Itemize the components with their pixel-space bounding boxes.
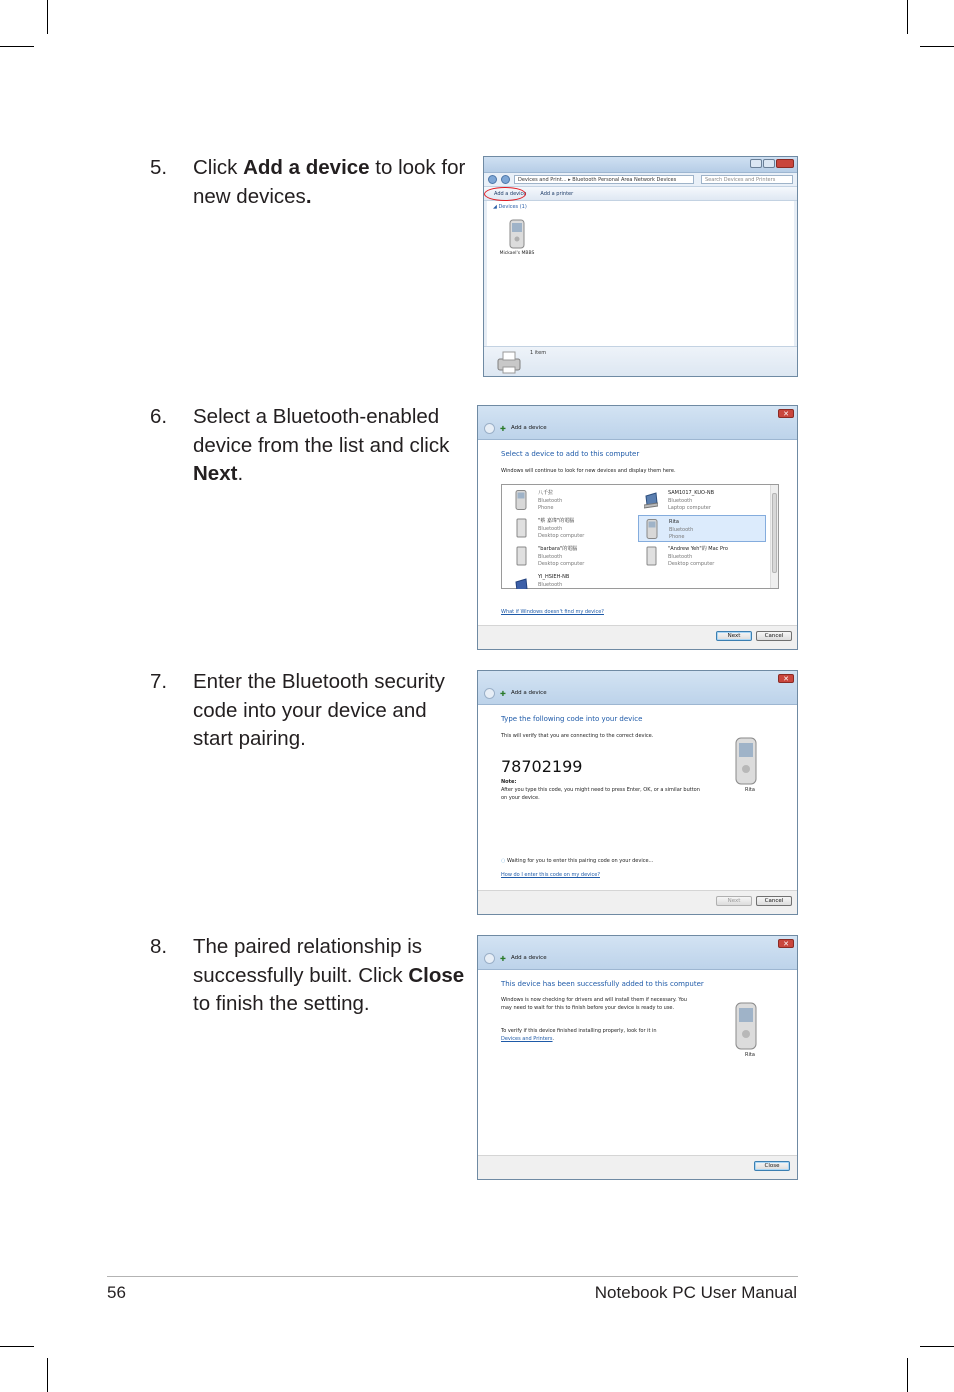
crop-mark: [907, 1358, 908, 1392]
device-pane: [484, 201, 797, 346]
page-number: 56: [107, 1283, 126, 1302]
device-label: Rita: [745, 1052, 755, 1058]
dialog-content: [481, 705, 794, 890]
add-printer-button[interactable]: Add a printer: [540, 190, 574, 197]
waiting-status: ◌ Waiting for you to enter this pairing code on your device...: [501, 858, 654, 864]
next-button[interactable]: Next: [716, 631, 752, 641]
help-link[interactable]: How do I enter this code on my device?: [501, 872, 600, 878]
back-icon[interactable]: [484, 953, 495, 964]
pairing-code-dialog: [477, 670, 798, 915]
scrollbar[interactable]: [770, 485, 778, 588]
spinner-icon: ◌: [501, 858, 506, 864]
dialog-subtitle: Windows will continue to look for new devices and display them here.: [501, 468, 676, 474]
back-icon[interactable]: [484, 423, 495, 434]
add-device-button[interactable]: Add a device: [494, 190, 527, 197]
list-item-selected[interactable]: Rita Bluetooth Phone: [638, 515, 766, 542]
dialog-heading: This device has been successfully added to this computer: [501, 980, 704, 988]
crop-mark: [920, 46, 954, 47]
close-icon[interactable]: ✕: [778, 674, 794, 683]
step-number: 7.: [150, 670, 168, 693]
phone-icon: [734, 1002, 758, 1050]
desktop-icon: [514, 518, 528, 538]
cancel-button[interactable]: Cancel: [756, 896, 792, 906]
step-number: 8.: [150, 935, 168, 958]
devices-printers-link[interactable]: Devices and Printers: [501, 1035, 553, 1042]
footer-divider: [107, 1276, 798, 1277]
device-list[interactable]: [501, 484, 779, 589]
manual-title: Notebook PC User Manual: [594, 1283, 797, 1302]
cancel-button[interactable]: Cancel: [756, 631, 792, 641]
verify-text: To verify if this device finished installing properly, look for it in Devices and Printers.: [501, 1028, 657, 1042]
dialog-header: [478, 936, 797, 970]
dialog-footer: [478, 1155, 797, 1179]
note-text: After you type this code, you might need to press Enter, OK, or a similar button on your device.: [501, 787, 700, 801]
help-link[interactable]: What if Windows doesn't find my device?: [501, 609, 604, 615]
info-text: Windows is now checking for drivers and will install them if necessary. You may need to wait for this to finish before your device is ready to use.: [501, 997, 687, 1011]
scrollbar-thumb[interactable]: [772, 493, 777, 573]
search-input[interactable]: Search Devices and Printers: [701, 175, 793, 184]
success-dialog: [477, 935, 798, 1180]
device-label: Rita: [745, 787, 755, 793]
dialog-subtitle: This will verify that you are connecting to the correct device.: [501, 733, 654, 739]
list-item[interactable]: YI_HSIEH-NB Bluetooth: [508, 571, 636, 589]
laptop-icon: [644, 490, 658, 510]
crop-mark: [0, 1346, 34, 1347]
dialog-heading: Select a device to add to this computer: [501, 450, 640, 458]
close-icon[interactable]: ✕: [778, 409, 794, 418]
title-bar: [484, 157, 797, 173]
forward-icon[interactable]: [501, 175, 510, 184]
pairing-code: 78702199: [501, 757, 583, 776]
desktop-icon: [644, 546, 658, 566]
device-item[interactable]: [497, 219, 537, 256]
dialog-footer: [478, 625, 797, 649]
back-icon[interactable]: [484, 688, 495, 699]
laptop-icon: [514, 574, 528, 589]
device-label: Mickael's MBBS: [499, 251, 535, 256]
select-device-dialog: [477, 405, 798, 650]
crop-mark: [47, 1358, 48, 1392]
list-item[interactable]: "蔡 嘉瑋"的電腦 Bluetooth Desktop computer: [508, 515, 636, 542]
dialog-content: [481, 440, 794, 625]
explorer-screenshot: [483, 156, 798, 377]
crop-mark: [0, 46, 34, 47]
list-item[interactable]: 八千拉 Bluetooth Phone: [508, 487, 636, 514]
list-item[interactable]: "Andrew Yeh"的 Mac Pro Bluetooth Desktop computer: [638, 543, 766, 570]
status-bar: [484, 346, 797, 376]
dialog-header: [478, 671, 797, 705]
close-button[interactable]: Close: [754, 1161, 790, 1171]
step-text: The paired relationship is successfully built. Click Close to finish the setting.: [193, 935, 465, 1015]
printer-icon: [494, 349, 524, 375]
add-device-icon: ✚: [500, 955, 506, 963]
command-bar: [484, 187, 797, 201]
add-device-icon: ✚: [500, 425, 506, 433]
device-group-header[interactable]: ◢ Devices (1): [493, 204, 527, 210]
dialog-footer: [478, 890, 797, 914]
dialog-heading: Type the following code into your device: [501, 715, 643, 723]
desktop-icon: [514, 546, 528, 566]
highlight-circle: [484, 187, 526, 201]
address-input[interactable]: Devices and Print... ▸ Bluetooth Personal Area Network Devices: [514, 175, 694, 184]
back-icon[interactable]: [488, 175, 497, 184]
close-icon[interactable]: ✕: [778, 939, 794, 948]
crop-mark: [47, 0, 48, 34]
phone-icon: [734, 737, 758, 785]
step-text: Enter the Bluetooth security code into your device and start pairing.: [193, 670, 445, 750]
step-number: 6.: [150, 405, 168, 428]
close-icon[interactable]: [776, 159, 794, 168]
phone-icon: [507, 219, 527, 249]
list-item[interactable]: "barbara"的電腦 Bluetooth Desktop computer: [508, 543, 636, 570]
dialog-title: Add a device: [511, 690, 547, 696]
dialog-title: Add a device: [511, 955, 547, 961]
dialog-content: [481, 970, 794, 1155]
note-label: Note:: [501, 779, 517, 785]
address-bar: [484, 173, 797, 187]
minimize-icon[interactable]: [750, 159, 762, 168]
add-device-icon: ✚: [500, 690, 506, 698]
maximize-icon[interactable]: [763, 159, 775, 168]
phone-icon: [514, 490, 528, 510]
next-button[interactable]: Next: [716, 896, 752, 906]
dialog-title: Add a device: [511, 425, 547, 431]
list-item[interactable]: SAM1017_KUO-NB Bluetooth Laptop computer: [638, 487, 766, 514]
item-count: 1 item: [530, 350, 547, 356]
step-text: Select a Bluetooth-enabled device from the list and click Next.: [193, 405, 450, 485]
phone-icon: [645, 519, 659, 539]
step-number: 5.: [150, 156, 168, 179]
step-text: Click Add a device to look for new devices.: [193, 156, 466, 208]
crop-mark: [907, 0, 908, 34]
crop-mark: [920, 1346, 954, 1347]
dialog-header: [478, 406, 797, 440]
